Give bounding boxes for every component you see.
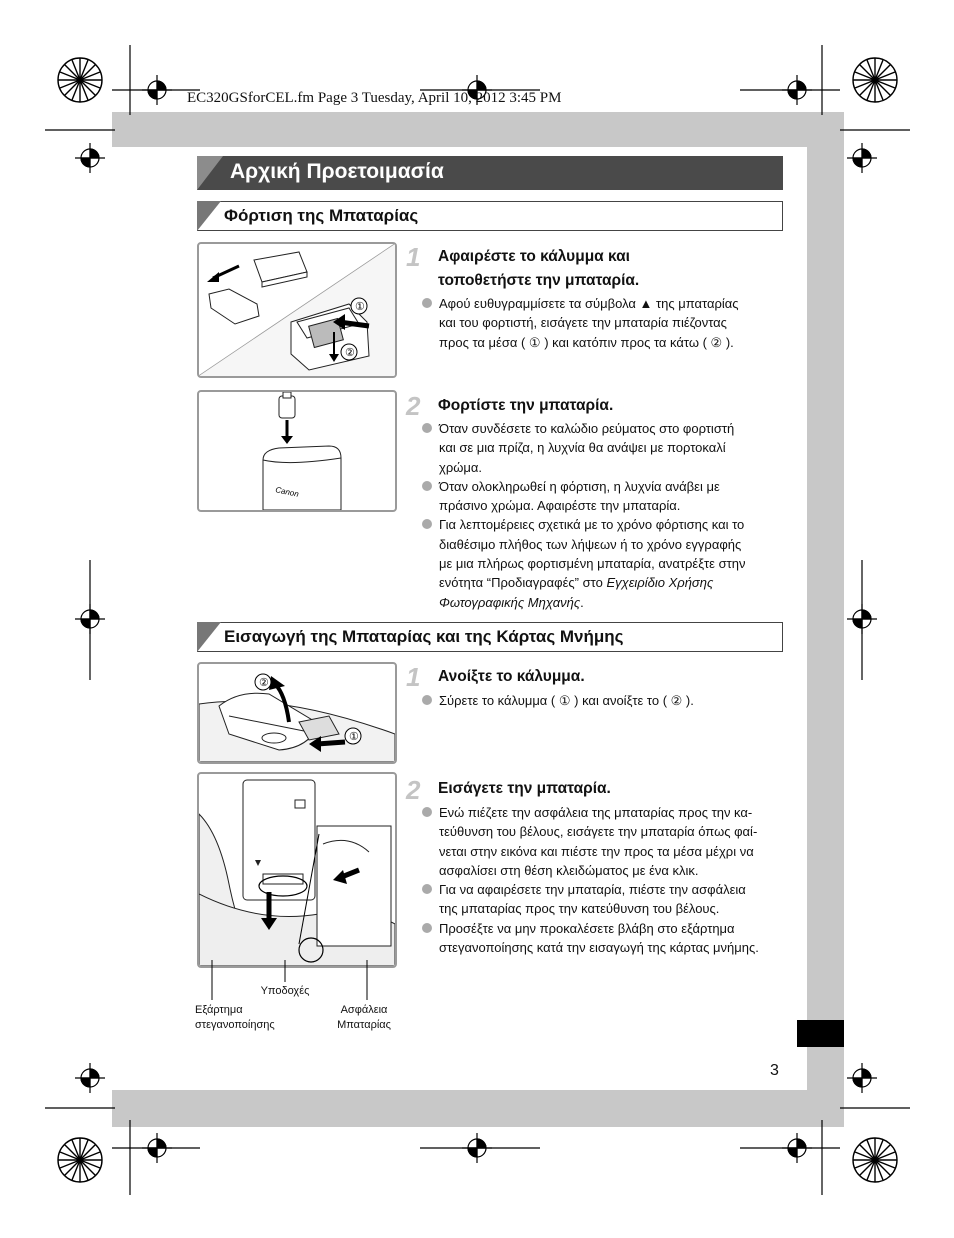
title-triangle bbox=[197, 156, 223, 190]
chapter-tab bbox=[797, 1020, 844, 1047]
bullet-item: Όταν συνδέσετε το καλώδιο ρεύματος στο φορτιστή και σε μια πρίζα, η λυχνία θα ανάψει με πορτοκαλί χρώμα. bbox=[421, 419, 787, 477]
illustration-charger-plugged bbox=[197, 390, 397, 512]
step-title: Εισάγετε την μπαταρία. bbox=[438, 780, 611, 797]
step-number: 2 bbox=[406, 775, 421, 805]
step-instructions bbox=[421, 803, 787, 957]
page-number: 3 bbox=[770, 1062, 779, 1079]
bullet-item: Προσέξτε να μην προκαλέσετε βλάβη στο εξάρτημα στεγανοποίησης κατά την εισαγωγή της κάρτας μνήμης. bbox=[421, 919, 787, 958]
step-mark-1: ① bbox=[349, 731, 359, 743]
section-heading-text: Φόρτιση της Μπαταρίας bbox=[224, 206, 419, 225]
step-instructions bbox=[421, 691, 787, 710]
bullet-item: Για λεπτομέρειες σχετικά με το χρόνο φόρτισης και το διαθέσιμο πλήθος των λήψεων ή το χρόνο εγγραφής με μια πλήρως φορτισμένη μπαταρία, ανατρέξτε στην ενότητα “Προδιαγραφές” στο Εγχειρίδιο Χρήσης Φωτογραφικής Μηχανής. bbox=[421, 515, 787, 611]
open-cover-drawing bbox=[199, 664, 395, 762]
charger-plug-drawing bbox=[199, 392, 395, 510]
print-header: EC320GSforCEL.fm Page 3 Tuesday, April 10, 2012 3:45 PM bbox=[187, 90, 562, 106]
illustration-insert-battery-charger bbox=[197, 242, 397, 378]
bullet-item: Για να αφαιρέσετε την μπαταρία, πιέστε την ασφάλεια της μπαταρίας προς την κατεύθυνση του βέλους. bbox=[421, 880, 787, 919]
step-title-line: Αφαιρέστε το κάλυμμα και bbox=[438, 248, 630, 265]
brand-logo: Canon bbox=[274, 485, 300, 499]
bullet-item: Όταν ολοκληρωθεί η φόρτιση, η λυχνία ανάβει με πράσινο χρώμα. Αφαιρέστε την μπαταρία. bbox=[421, 477, 787, 516]
manual-reference: Εγχειρίδιο Χρήσης bbox=[606, 575, 714, 591]
caption-seal: Εξάρτημα στεγανοποίησης bbox=[195, 1004, 275, 1031]
step-number: 1 bbox=[406, 662, 421, 692]
heading-triangle bbox=[197, 622, 221, 652]
section-heading-charging bbox=[197, 201, 783, 231]
caption-terminals: Υποδοχές bbox=[260, 985, 310, 997]
step-title-line: τοποθετήστε την μπαταρία. bbox=[438, 272, 640, 289]
bullet-item: Σύρετε το κάλυμμα ( ① ) και ανοίξτε το ( ② ). bbox=[421, 691, 787, 710]
insert-battery-drawing bbox=[199, 774, 395, 966]
illustration-insert-battery-camera bbox=[197, 772, 397, 968]
bullet-item: Ενώ πιέζετε την ασφάλεια της μπαταρίας προς την κα- τεύθυνση του βέλους, εισάγετε την μπαταρία όπως φαί- νεται στην εικόνα και πιέστε την προς τα μέσα μέχρι να ασφαλίσει στη θέση κλειδώματος με ένα κλικ. bbox=[421, 803, 787, 880]
bullet-item: Αφού ευθυγραμμίσετε τα σύμβολα ▲ της μπαταρίας και του φορτιστή, εισάγετε την μπαταρία πιέζοντας προς τα μέσα ( ① ) και κατόπιν προς τα κάτω ( ② ). bbox=[421, 294, 787, 352]
caption-battery-lock: Ασφάλεια Μπαταρίας bbox=[337, 1004, 391, 1031]
page-title-bar bbox=[197, 156, 783, 190]
section-heading-text: Εισαγωγή της Μπαταρίας και της Κάρτας Μνήμης bbox=[224, 627, 624, 646]
step-mark-2: ② bbox=[345, 347, 355, 359]
step-number: 1 bbox=[406, 242, 421, 272]
step-title bbox=[438, 245, 639, 293]
step-instructions bbox=[421, 419, 787, 612]
manual-reference: Φωτογραφικής Μηχανής bbox=[439, 594, 581, 610]
step-title: Φορτίστε την μπαταρία. bbox=[438, 397, 614, 414]
illustration-open-cover bbox=[197, 662, 397, 764]
charger-battery-drawing bbox=[199, 244, 395, 376]
step-title: Ανοίξτε το κάλυμμα. bbox=[438, 668, 585, 685]
step-instructions bbox=[421, 294, 787, 352]
section-heading-insert-battery-card bbox=[197, 622, 783, 652]
page-title: Αρχική Προετοιμασία bbox=[230, 160, 444, 183]
heading-triangle bbox=[197, 201, 221, 231]
step-number: 2 bbox=[406, 391, 421, 421]
step-mark-2: ② bbox=[259, 677, 269, 689]
step-mark-1: ① bbox=[355, 301, 365, 313]
